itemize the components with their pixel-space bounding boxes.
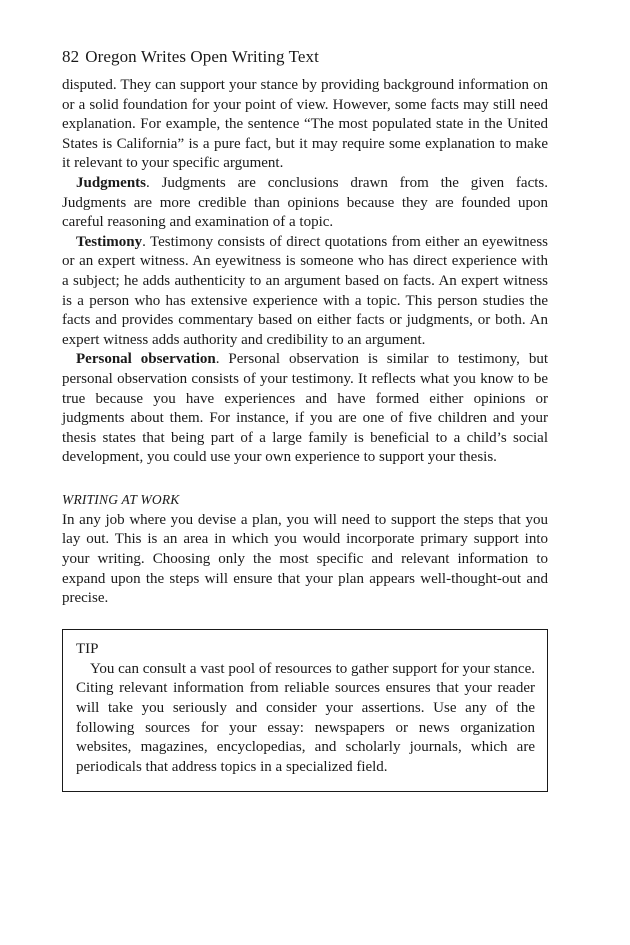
writing-at-work-text: In any job where you devise a plan, you will need to support the steps that you lay out. This is an area in which you would incorporate primary support into your writing. Choosing only the most specific and relevant information to expand upon the steps will ensure that your plan appears well-thought-out and precise.	[62, 511, 548, 607]
paragraph-personal-observation-text: . Personal observation is similar to testimony, but personal observation consists of your testimony. It reflects what you know to be true because you have experiences and have formed either opinions or judgments about them. For instance, if you are one of five children and your thesis states that being part of a large family is beneficial to a child’s social development, you could use your own experience to support your thesis.	[62, 351, 548, 466]
running-header	[62, 46, 548, 68]
paragraph-judgments-text: . Judgments are conclusions drawn from the given facts. Judgments are more credible than opinions because they are founded upon careful reasoning and examination of a topic.	[62, 174, 548, 231]
tip-label: TIP	[76, 640, 99, 657]
term-judgments: Judgments	[76, 174, 147, 191]
page-number: 82	[62, 47, 80, 66]
tip-text: You can consult a vast pool of resources to gather support for your stance. Citing relevant information from reliable sources ensures that your reader will take you seriously and consider your assertions. Use any of the following sources for your essay: newspapers or news organization websites, magazines, encyclopedias, and scholarly journals, which are periodicals that address topics in a specialized field.	[76, 660, 535, 775]
tip-box	[62, 629, 548, 793]
paragraph-personal-observation	[62, 350, 548, 468]
paragraph-testimony-text: . Testimony consists of direct quotations from either an eyewitness or an expert witness. An eyewitness is someone who has direct experience with a subject; he adds authenticity to an argument based on facts. An expert witness is a person who has extensive experience with a topic. This person studies the facts and provides commentary based on either facts or judgments, or both. An expert witness adds authority and credibility to an argument.	[62, 233, 548, 348]
writing-at-work-label: WRITING AT WORK	[62, 491, 180, 507]
paragraph-testimony	[62, 233, 548, 351]
paragraph-judgments	[62, 174, 548, 233]
document-page	[62, 46, 548, 792]
paragraph-intro: disputed. They can support your stance by providing background information on or a solid foundation for your point of view. However, some facts may still need explanation. For example, the sentence “The most populated state in the United States is California” is a pure fact, but it may require some explanation to make it relevant to your specific argument.	[62, 77, 548, 172]
term-testimony: Testimony	[76, 233, 143, 250]
book-title: Oregon Writes Open Writing Text	[85, 47, 319, 66]
term-personal-observation: Personal observation	[76, 351, 216, 368]
